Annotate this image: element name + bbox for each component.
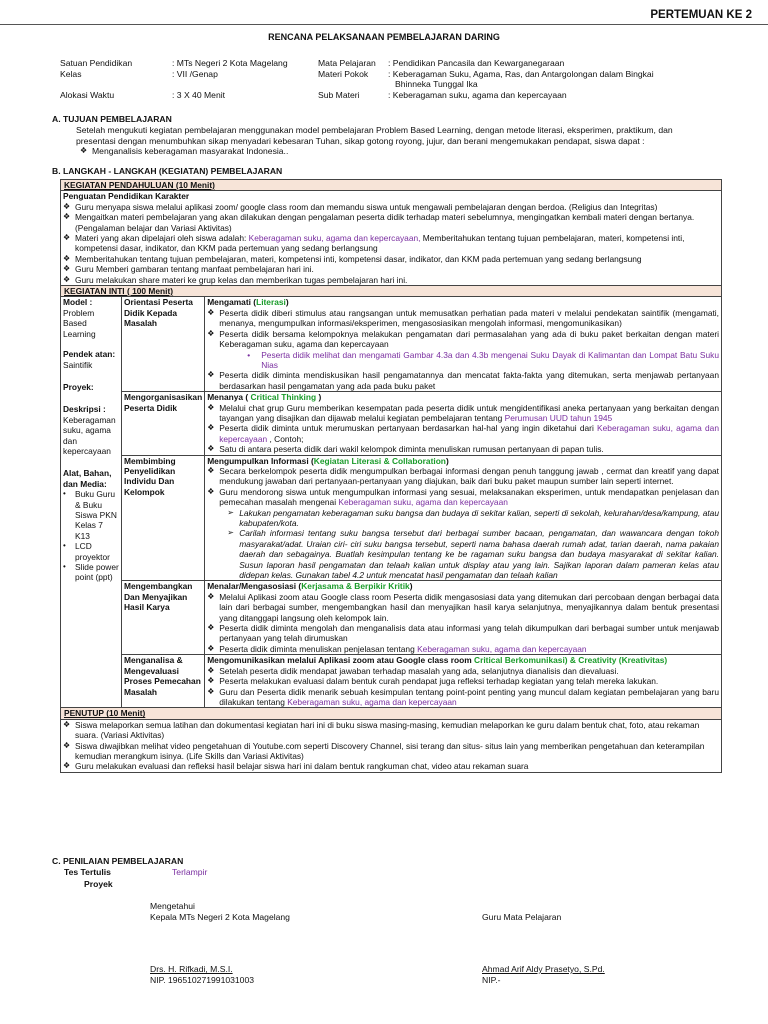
section-b-heading: B. LANGKAH - LANGKAH (KEGIATAN) PEMBELAJARAN xyxy=(52,166,283,176)
mapel-value: : Pendidikan Pancasila dan Kewarganegaraan xyxy=(388,58,565,68)
alokasi-label: Alokasi Waktu xyxy=(60,89,115,100)
inti-title: KEGIATAN INTI ( 100 Menit) xyxy=(61,286,722,297)
satuan-label: Satuan Pendidikan xyxy=(60,58,133,68)
list-item: ➢ Carilah informasi tentang suku bangsa tersebut dari berbagai sumber bacaan, pengamatan, dan wawancara dengan tokoh masyarakat/adat. Uraian ciri- ciri suku bangsa tersebut, seperti nama bahasa daerah rumah adat, tarian daerah, nama pakaian daerah dan sebagainya. Buatlah kesimpulan tentang ke be ragaman suku bangsa dan budaya masyarakat di sekitar kalian. Susun laporan hasil pengamatan dan telaah kalian untuk display atau yang lain. Sajikan laporan dalam pameran kelas atau didepan kelas. Gunakan tabel 4.2 untuk mencatat hasil pengamatan dan telaah kalian xyxy=(227,528,719,581)
satuan-value: : MTs Negeri 2 Kota Magelang xyxy=(172,58,288,68)
step-name: Mengorganisasikan Peserta Didik xyxy=(122,392,205,455)
diamond-bullet-icon: ❖ xyxy=(207,623,215,633)
kepala-title: Kepala MTs Negeri 2 Kota Magelang xyxy=(150,912,290,922)
list-item: ❖ Guru Memberi gambaran tentang manfaat pembelajaran hari ini. xyxy=(63,264,314,275)
list-item: ❖ Guru melakukan share materi ke grup kelas dan memberikan tugas pembelajaran hari ini. xyxy=(63,274,408,285)
materi-value-2: Bhinneka Tunggal Ika xyxy=(395,79,478,90)
list-item: ❖ Materi yang akan dipelajari oleh siswa adalah: Keberagaman suku, agama dan kepercayaan, Memberitahukan tentang tujuan pembelajaran, materi, kompetensi inti, kompetensi dasar, indikator, dan KKM pada pertemuan yang sedang berlangsung xyxy=(63,233,685,254)
diamond-bullet-icon: ❖ xyxy=(63,201,71,211)
identity-table xyxy=(60,58,654,100)
diamond-bullet-icon: ❖ xyxy=(63,719,71,729)
alokasi-value: : 3 X 40 Menit xyxy=(172,89,226,100)
kepala-name: Drs. H. Rifkadi, M.S.I. xyxy=(150,964,233,974)
section-a-line-1: Setelah mengukuti kegiatan pembelajaran menggunakan model pembelajaran Problem Based Learning, dengan metode literasi, eksperimen, praktikum, dan xyxy=(76,125,673,135)
list-item: ❖ Peserta didik diminta menuliskan penjelasan tentang Keberagaman suku, agama dan kepercayaan xyxy=(207,643,587,654)
diamond-bullet-icon: ❖ xyxy=(207,328,215,338)
list-item: ❖ Peserta didik diminta untuk merumuskan pertanyaan berdasarkan hal-hal yang ingin diketahui dari Keberagaman suku, agama dan kepercayaan , Contoh; xyxy=(207,423,719,444)
diamond-bullet-icon: ❖ xyxy=(207,643,215,653)
step-name: Membimbing Penyelidikan Individu Dan Kelompok xyxy=(122,455,205,581)
step-content: Mengamati (Literasi) ❖ Peserta didik diberi stimulus atau rangsangan untuk memusatkan perhatian pada materi v melalui pendekatan saintifik (mengamati, menanya, mengumpulkan informasi/eksperimen, mengasosiasikan mengolah informasi, mengomunikasikan) ❖ Peserta didik bersama kelompoknya melakukan pengamatan dari permasalahan yang ada di buku paket berkaitan dengan materi Keberagaman suku, agama dan kepercayaan • Peserta didik melihat dan mengamati Gambar 4.3a dan 4.3b mengenai Suku Dayak di Kalimantan dan Lompat Batu Suku Nias ❖ Peserta didik diminta mendiskusikan hasil pengamatannya dan mencatat fakta-fakta yang ditemukan, serta menjawab pertanyaan berdasarkan hasil pengamatan yang ada pada buku paket xyxy=(205,297,722,392)
diamond-bullet-icon: ❖ xyxy=(207,686,215,696)
step-name: Mengembangkan Dan Menyajikan Hasil Karya xyxy=(122,581,205,655)
diamond-bullet-icon: ❖ xyxy=(207,465,215,475)
diamond-bullet-icon: ❖ xyxy=(207,486,215,496)
diamond-bullet-icon: ❖ xyxy=(207,676,215,686)
list-item: ❖ Peserta melakukan evaluasi dalam bentuk curah pendapat juga refleksi terhadap kegiatan yang telah mereka lakukan. xyxy=(207,676,659,687)
list-item: ❖ Guru melakukan evaluasi dan refleksi hasil belajar siswa hari ini dalam bentuk rangkuman chat, video atau rekaman suara xyxy=(63,761,529,772)
list-item: ❖ Memberitahukan tentang tujuan pembelajaran, materi, kompetensi inti, kompetensi dasar, indikator, dan KKM pada pertemuan yang sedang berlangsung xyxy=(63,253,642,264)
list-item: ❖ Peserta didik bersama kelompoknya melakukan pengamatan dari permasalahan yang ada di buku paket berkaitan dengan materi Keberagaman suku, agama dan kepercayaan xyxy=(207,328,719,350)
list-item: ➢ Lakukan pengamatan keberagaman suku bangsa dan budaya di sekitar kalian, seperti di sekolah, kelurahan/desa/kampung, atau kabupaten/kota. xyxy=(227,507,719,528)
list-item: ❖ Mengaitkan materi pembelajaran yang akan dilakukan dengan pengalaman peserta didik terhadap materi sebelumnya, mengingatkan kembali materi dengan bertanya.(Pengalaman belajar dan Variasi Aktivitas) xyxy=(63,212,695,233)
diamond-bullet-icon: ❖ xyxy=(63,212,71,222)
section-a-heading: A. TUJUAN PEMBELAJARAN xyxy=(52,114,172,124)
kelas-value: : VII /Genap xyxy=(172,68,218,79)
list-item: ❖ Siswa diwajibkan melihat video pengetahuan di Youtube.com seperti Discovery Channel, sisi terang dan situs- situs lain yang memberikan pengetahuan dan keterampilan kemudian merangkum isinya. (Life Skills dan Variasi Aktivitas) xyxy=(63,740,705,761)
guru-title: Guru Mata Pelajaran xyxy=(482,912,562,922)
list-item: ❖ Peserta didik diminta mendiskusikan hasil pengamatannya dan mencatat fakta-fakta yang ditemukan, serta menjawab pertanyaan berdasarkan hasil pengamatan yang ada pada buku paket xyxy=(207,370,719,391)
materi-label: Materi Pokok xyxy=(318,68,369,79)
diamond-bullet-icon: ❖ xyxy=(207,423,215,433)
diamond-bullet-icon: ❖ xyxy=(63,233,71,243)
mapel-label: Mata Pelajaran xyxy=(318,58,376,68)
step-content: Menalar/Mengasosiasi (Kerjasama & Berpikir Kritik) ❖ Melalui Aplikasi zoom atau Google class room Peserta didik mengasosiasi data yang ditemukan dari percobaan dengan berbagai data lain dari berbagai sumber, mengembangkan hasil dan menyajikan hasil karya selanjutnya, menyajikannya dalam bentuk presentasi yang ditanggapi langsung oleh kelompok lain. ❖ Peserta didik diminta mengolah dan menganalisis data atau informasi yang telah dikumpulkan dari berbagai sumber untuk menjawab pertanyaan yang telah dirumuskan ❖ Peserta didik diminta menuliskan penjelasan tentang Keberagaman suku, agama dan kepercayaan xyxy=(205,581,722,655)
diamond-bullet-icon: ❖ xyxy=(63,264,71,274)
tes-label: Tes Tertulis xyxy=(64,867,111,877)
list-item: • Buku Guru & Buku Siswa PKN Kelas 7 K13 xyxy=(63,489,117,541)
list-item: • LCD proyektor xyxy=(63,541,110,562)
list-item: • Peserta didik melihat dan mengamati Gambar 4.3a dan 4.3b mengenai Suku Dayak di Kalimantan dan Lompat Batu Suku Nias xyxy=(247,349,719,370)
header-divider xyxy=(0,24,768,25)
tes-value: Terlampir xyxy=(172,867,208,877)
list-item: ❖ Guru dan Peserta didik menarik sebuah kesimpulan tentang point-point penting yang muncul dalam kegiatan pembelajaran yang baru dilakukan tentang Keberagaman suku, agama dan kepercayaan xyxy=(207,686,719,707)
arrow-bullet-icon: ➢ xyxy=(227,528,234,538)
list-item: ❖ Guru menyapa siswa melalui aplikasi zoom/ google class room dan memandu siswa untuk mengawali pembelajaran dengan berdoa. (Religius dan Integritas) xyxy=(63,201,658,212)
list-item: ❖ Melalui chat grup Guru memberikan kesempatan pada peserta didik untuk mengidentifikasi aneka pertanyaan yang berkaitan dengan tayangan yang disajikan dan dijawab melalui kegiatan pembelajaran tentang Perumusan UUD tahun 1945 xyxy=(207,402,719,423)
pendahuluan-title: KEGIATAN PENDAHULUAN (10 Menit) xyxy=(61,180,722,191)
section-c-heading: C. PENILAIAN PEMBELAJARAN xyxy=(52,856,184,866)
guru-nip: NIP.- xyxy=(482,975,501,985)
list-item: ❖ Peserta didik diminta mengolah dan menganalisis data atau informasi yang telah dikumpulkan dari berbagai sumber untuk menjawab pertanyaan yang telah dirumuskan xyxy=(207,623,719,644)
diamond-bullet-icon: ❖ xyxy=(207,444,215,454)
diamond-bullet-icon: ❖ xyxy=(207,307,215,317)
section-a-bullet: ❖ Menganalisis keberagaman masyarakat Indonesia.. xyxy=(80,146,289,157)
list-item: ❖ Peserta didik diberi stimulus atau rangsangan untuk memusatkan perhatian pada materi v melalui pendekatan saintifik (mengamati, menanya, mengumpulkan informasi/eksperimen, mengasosiasikan mengolah informasi, mengomunikasikan) xyxy=(207,307,719,329)
penutup-content xyxy=(61,719,722,772)
arrow-bullet-icon: ➢ xyxy=(227,507,234,517)
list-item: ❖ Melalui Aplikasi zoom atau Google class room Peserta didik mengasosiasi data yang ditemukan dari percobaan dengan berbagai data lain dari berbagai sumber, mengembangkan hasil dan menyajikan hasil karya selanjutnya, menyajikannya dalam bentuk presentasi yang ditanggapi langsung oleh kelompok lain. xyxy=(207,591,719,623)
list-item: • Slide power point (ppt) xyxy=(63,562,119,583)
list-item: ❖ Guru mendorong siswa untuk mengumpulkan informasi yang sesuai, melaksanakan eksperimen, untuk mendapatkan penjelasan dan pemecahan masalah mengenai Keberagaman suku, agama dan kepercayaan xyxy=(207,486,719,508)
diamond-bullet-icon: ❖ xyxy=(207,402,215,412)
meeting-label: PERTEMUAN KE 2 xyxy=(650,9,752,21)
left-column: Model : Problem Based Learning Pendek atan: Saintifik Proyek: Deskripsi : Keberagaman suku, agama dan kepercayaan Alat, Bahan, dan Media: • Buku Guru & Buku Siswa PKN Kelas 7 K13 • LCD proyektor • Slide power point (ppt) xyxy=(61,297,122,708)
pendahuluan-content xyxy=(61,191,722,286)
list-item: ❖ Siswa melaporkan semua latihan dan dokumentasi kegiatan hari ini di buku siswa masing-masing, kemudian melaporkan ke guru dalam bentuk chat, foto, atau rekaman suara. (Variasi Aktivitas) xyxy=(63,719,700,741)
diamond-bullet-icon: ❖ xyxy=(63,740,71,750)
sub-label: Sub Materi xyxy=(318,89,360,100)
step-content: Mengumpulkan Informasi (Kegiatan Literasi & Collaboration) ❖ Secara berkelompok peserta didik mengumpulkan berbagai informasi dengan penuh tanggung jawab , cermat dan kreatif yang dapat mendukung jawaban dari pertanyaan-pertanyaan yang diajukan, baik dari buku paket maupun sumber lain seperti internet. ❖ Guru mendorong siswa untuk mengumpulkan informasi yang sesuai, melaksanakan eksperimen, untuk mendapatkan penjelasan dan pemecahan masalah mengenai Keberagaman suku, agama dan kepercayaan ➢ Lakukan pengamatan keberagaman suku bangsa dan budaya di sekitar kalian, seperti di sekolah, kelurahan/desa/kampung, atau kabupaten/kota. ➢ Carilah informasi tentang suku bangsa tersebut dari berbagai sumber bacaan, pengamatan, dan wawancara dengan tokoh masyarakat/adat. Uraian ciri- ciri suku bangsa tersebut, seperti nama bahasa daerah rumah adat, tarian daerah, nama pakaian daerah dan sebagainya. Buatlah kesimpulan tentang ke be ragaman suku bangsa dan budaya masyarakat di sekitar kalian. Susun laporan hasil pengamatan dan telaah kalian untuk display atau yang lain. Sajikan laporan dalam pameran kelas atau didepan kelas. Gunakan tabel 4.2 untuk mencatat hasil pengamatan dan telaah kalian xyxy=(205,455,722,581)
kelas-label: Kelas xyxy=(60,68,82,79)
activity-table xyxy=(60,179,722,773)
diamond-bullet-icon: ❖ xyxy=(207,370,215,380)
step-name: Menganalisa & Mengevaluasi Proses Pemecahan Masalah xyxy=(122,655,205,708)
diamond-bullet-icon: ❖ xyxy=(207,591,215,601)
mengetahui-label: Mengetahui xyxy=(150,901,195,911)
diamond-bullet-icon: ❖ xyxy=(80,146,88,156)
section-a-line-2: presentasi dengan menumbuhkan sikap menyadari kebesaran Tuhan, sikap gotong royong, jujur, dan berani mengemukakan pendapat, siswa dapat : xyxy=(76,135,645,146)
kepala-nip: NIP. 196510271991031003 xyxy=(150,975,255,985)
section-a-text xyxy=(76,125,736,157)
guru-name: Ahmad Arif Aldy Prasetyo, S.Pd. xyxy=(482,964,605,974)
diamond-bullet-icon: ❖ xyxy=(207,665,215,675)
step-content: Mengomunikasikan melalui Aplikasi zoom atau Google class room Critical Berkomunikasi) & Creativity (Kreativitas) ❖ Setelah peserta didik mendapat jawaban terhadap masalah yang ada, selanjutnya dianalisis dan dievaluasi. ❖ Peserta melakukan evaluasi dalam bentuk curah pendapat juga refleksi terhadap kegiatan yang telah mereka lakukan. ❖ Guru dan Peserta didik menarik sebuah kesimpulan tentang point-point penting yang muncul dalam kegiatan pembelajaran yang baru dilakukan tentang Keberagaman suku, agama dan kepercayaan xyxy=(205,655,722,708)
list-item: ❖ Setelah peserta didik mendapat jawaban terhadap masalah yang ada, selanjutnya dianalisis dan dievaluasi. xyxy=(207,665,619,676)
diamond-bullet-icon: ❖ xyxy=(63,274,71,284)
diamond-bullet-icon: ❖ xyxy=(63,761,71,771)
list-item: ❖ Satu di antara peserta didik dari wakil kelompok diminta menuliskan rumusan pertanyaan di papan tulis. xyxy=(207,444,604,455)
penguatan-title: Penguatan Pendidikan Karakter xyxy=(63,191,190,202)
document-title: RENCANA PELAKSANAAN PEMBELAJARAN DARING xyxy=(268,32,500,42)
step-content: Menanya ( Critical Thinking ) ❖ Melalui chat grup Guru memberikan kesempatan pada peserta didik untuk mengidentifikasi aneka pertanyaan yang berkaitan dengan tayangan yang disajikan dan dijawab melalui kegiatan pembelajaran tentang Perumusan UUD tahun 1945 ❖ Peserta didik diminta untuk merumuskan pertanyaan berdasarkan hal-hal yang ingin diketahui dari Keberagaman suku, agama dan kepercayaan , Contoh; ❖ Satu di antara peserta didik dari wakil kelompok diminta menuliskan rumusan pertanyaan di papan tulis. xyxy=(205,392,722,455)
diamond-bullet-icon: ❖ xyxy=(63,253,71,263)
penutup-title: PENUTUP (10 Menit) xyxy=(61,708,722,719)
list-item: ❖ Secara berkelompok peserta didik mengumpulkan berbagai informasi dengan penuh tanggung jawab , cermat dan kreatif yang dapat mendukung jawaban dari pertanyaan-pertanyaan yang diajukan, baik dari buku paket maupun sumber lain seperti internet. xyxy=(207,465,719,487)
proyek-label: Proyek xyxy=(84,879,113,889)
materi-value: : Keberagaman Suku, Agama, Ras, dan Antargolongan dalam Bingkai xyxy=(388,68,654,79)
step-name: Orientasi Peserta Didik Kepada Masalah xyxy=(122,297,205,392)
sub-value: : Keberagaman suku, agama dan kepercayaan xyxy=(388,89,567,100)
